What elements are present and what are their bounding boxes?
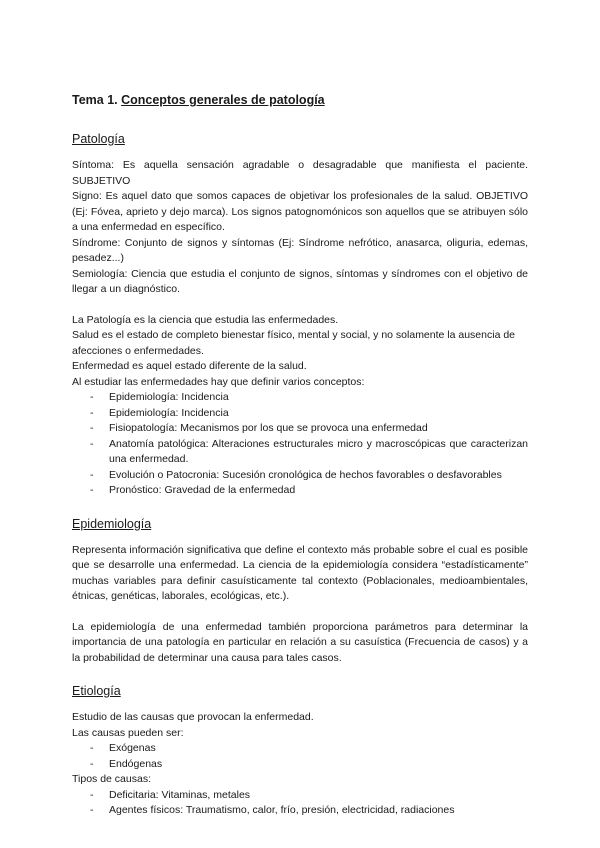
- def-sintoma: Síntoma: Es aquella sensación agradable o desagradable que manifiesta el paciente. SUBJETIVO: [72, 159, 528, 187]
- document-content: [72, 92, 528, 819]
- list-item: - Fisiopatología: Mecanismos por los que se provoca una enfermedad: [72, 421, 528, 437]
- list-item: - Deficitaria: Vitaminas, metales: [72, 788, 528, 804]
- list-item: - Endógenas: [72, 757, 528, 773]
- causes-list: [72, 741, 528, 772]
- causes-label: Las causas pueden ser:: [72, 726, 184, 739]
- types-label: Tipos de causas:: [72, 773, 151, 785]
- heading-etiologia: Etiología: [72, 684, 121, 698]
- list-item: - Epidemiología: Incidencia: [72, 406, 528, 422]
- para-salud: Salud es el estado de completo bienestar físico, mental y social, y no solamente la ausencia de afecciones o enfermedades.: [72, 329, 516, 357]
- para-patologia: La Patología es la ciencia que estudia las enfermedades.: [72, 313, 339, 326]
- heading-epidemiologia: Epidemiología: [72, 516, 152, 531]
- para-conceptos: Al estudiar las enfermedades hay que definir varios conceptos:: [72, 375, 365, 388]
- list-item: - Epidemiología: Incidencia: [72, 390, 528, 406]
- page-title: [72, 92, 528, 109]
- list-item: - Agentes físicos: Traumatismo, calor, frío, presión, electricidad, radiaciones: [72, 803, 528, 819]
- title-main: Conceptos generales de patología: [121, 93, 325, 107]
- list-item: - Anatomía patológica: Alteraciones estructurales micro y macroscópicas que caracterizan una enfermedad.: [72, 437, 528, 468]
- list-item: - Pronóstico: Gravedad de la enfermedad: [72, 483, 528, 499]
- para-enfermedad: Enfermedad es aquel estado diferente de la salud.: [72, 360, 307, 372]
- types-list: [72, 788, 528, 819]
- list-item: - Evolución o Patocronia: Sucesión cronológica de hechos favorables o desfavorables: [72, 468, 528, 484]
- def-semiologia: Semiología: Ciencia que estudia el conjunto de signos, síntomas y síndromes con el objetivo de llegar a un diagnóstico.: [72, 267, 528, 295]
- def-sindrome: Síndrome: Conjunto de signos y síntomas (Ej: Síndrome nefrótico, anasarca, oliguria, edemas, pesadez...): [72, 236, 528, 264]
- def-signo: Signo: Es aquel dato que somos capaces de objetivar los profesionales de la salud. OBJETIVO (Ej: Fóvea, aprieto y dejo marca). Los signos patognomónicos son aquellos que se atribuyen sólo a una enfermedad en específico.: [72, 190, 528, 233]
- etiologia-intro: Estudio de las causas que provocan la enfermedad.: [72, 711, 314, 723]
- list-item: - Exógenas: [72, 741, 528, 757]
- title-prefix: Tema 1.: [72, 93, 118, 107]
- epidemiologia-paragraph-1: Representa información significativa que define el contexto más probable sobre el cual es posible que se desarrolle una enfermedad. La ciencia de la epidemiología considera “estadísticamente” muchas variables para definir casuísticamente tal contexto (Poblacionales, medioambientales, étnicas, genéticas, laborales, ecológicas, etc.).: [72, 543, 528, 602]
- epidemiologia-paragraph-2: La epidemiología de una enfermedad también proporciona parámetros para determinar la importancia de una patología en particular en relación a su casuística (Frecuencia de casos) y a la probabilidad de determinar una causa para tales casos.: [72, 620, 528, 664]
- heading-patologia: Patología: [72, 132, 125, 146]
- concepts-list: [72, 390, 528, 499]
